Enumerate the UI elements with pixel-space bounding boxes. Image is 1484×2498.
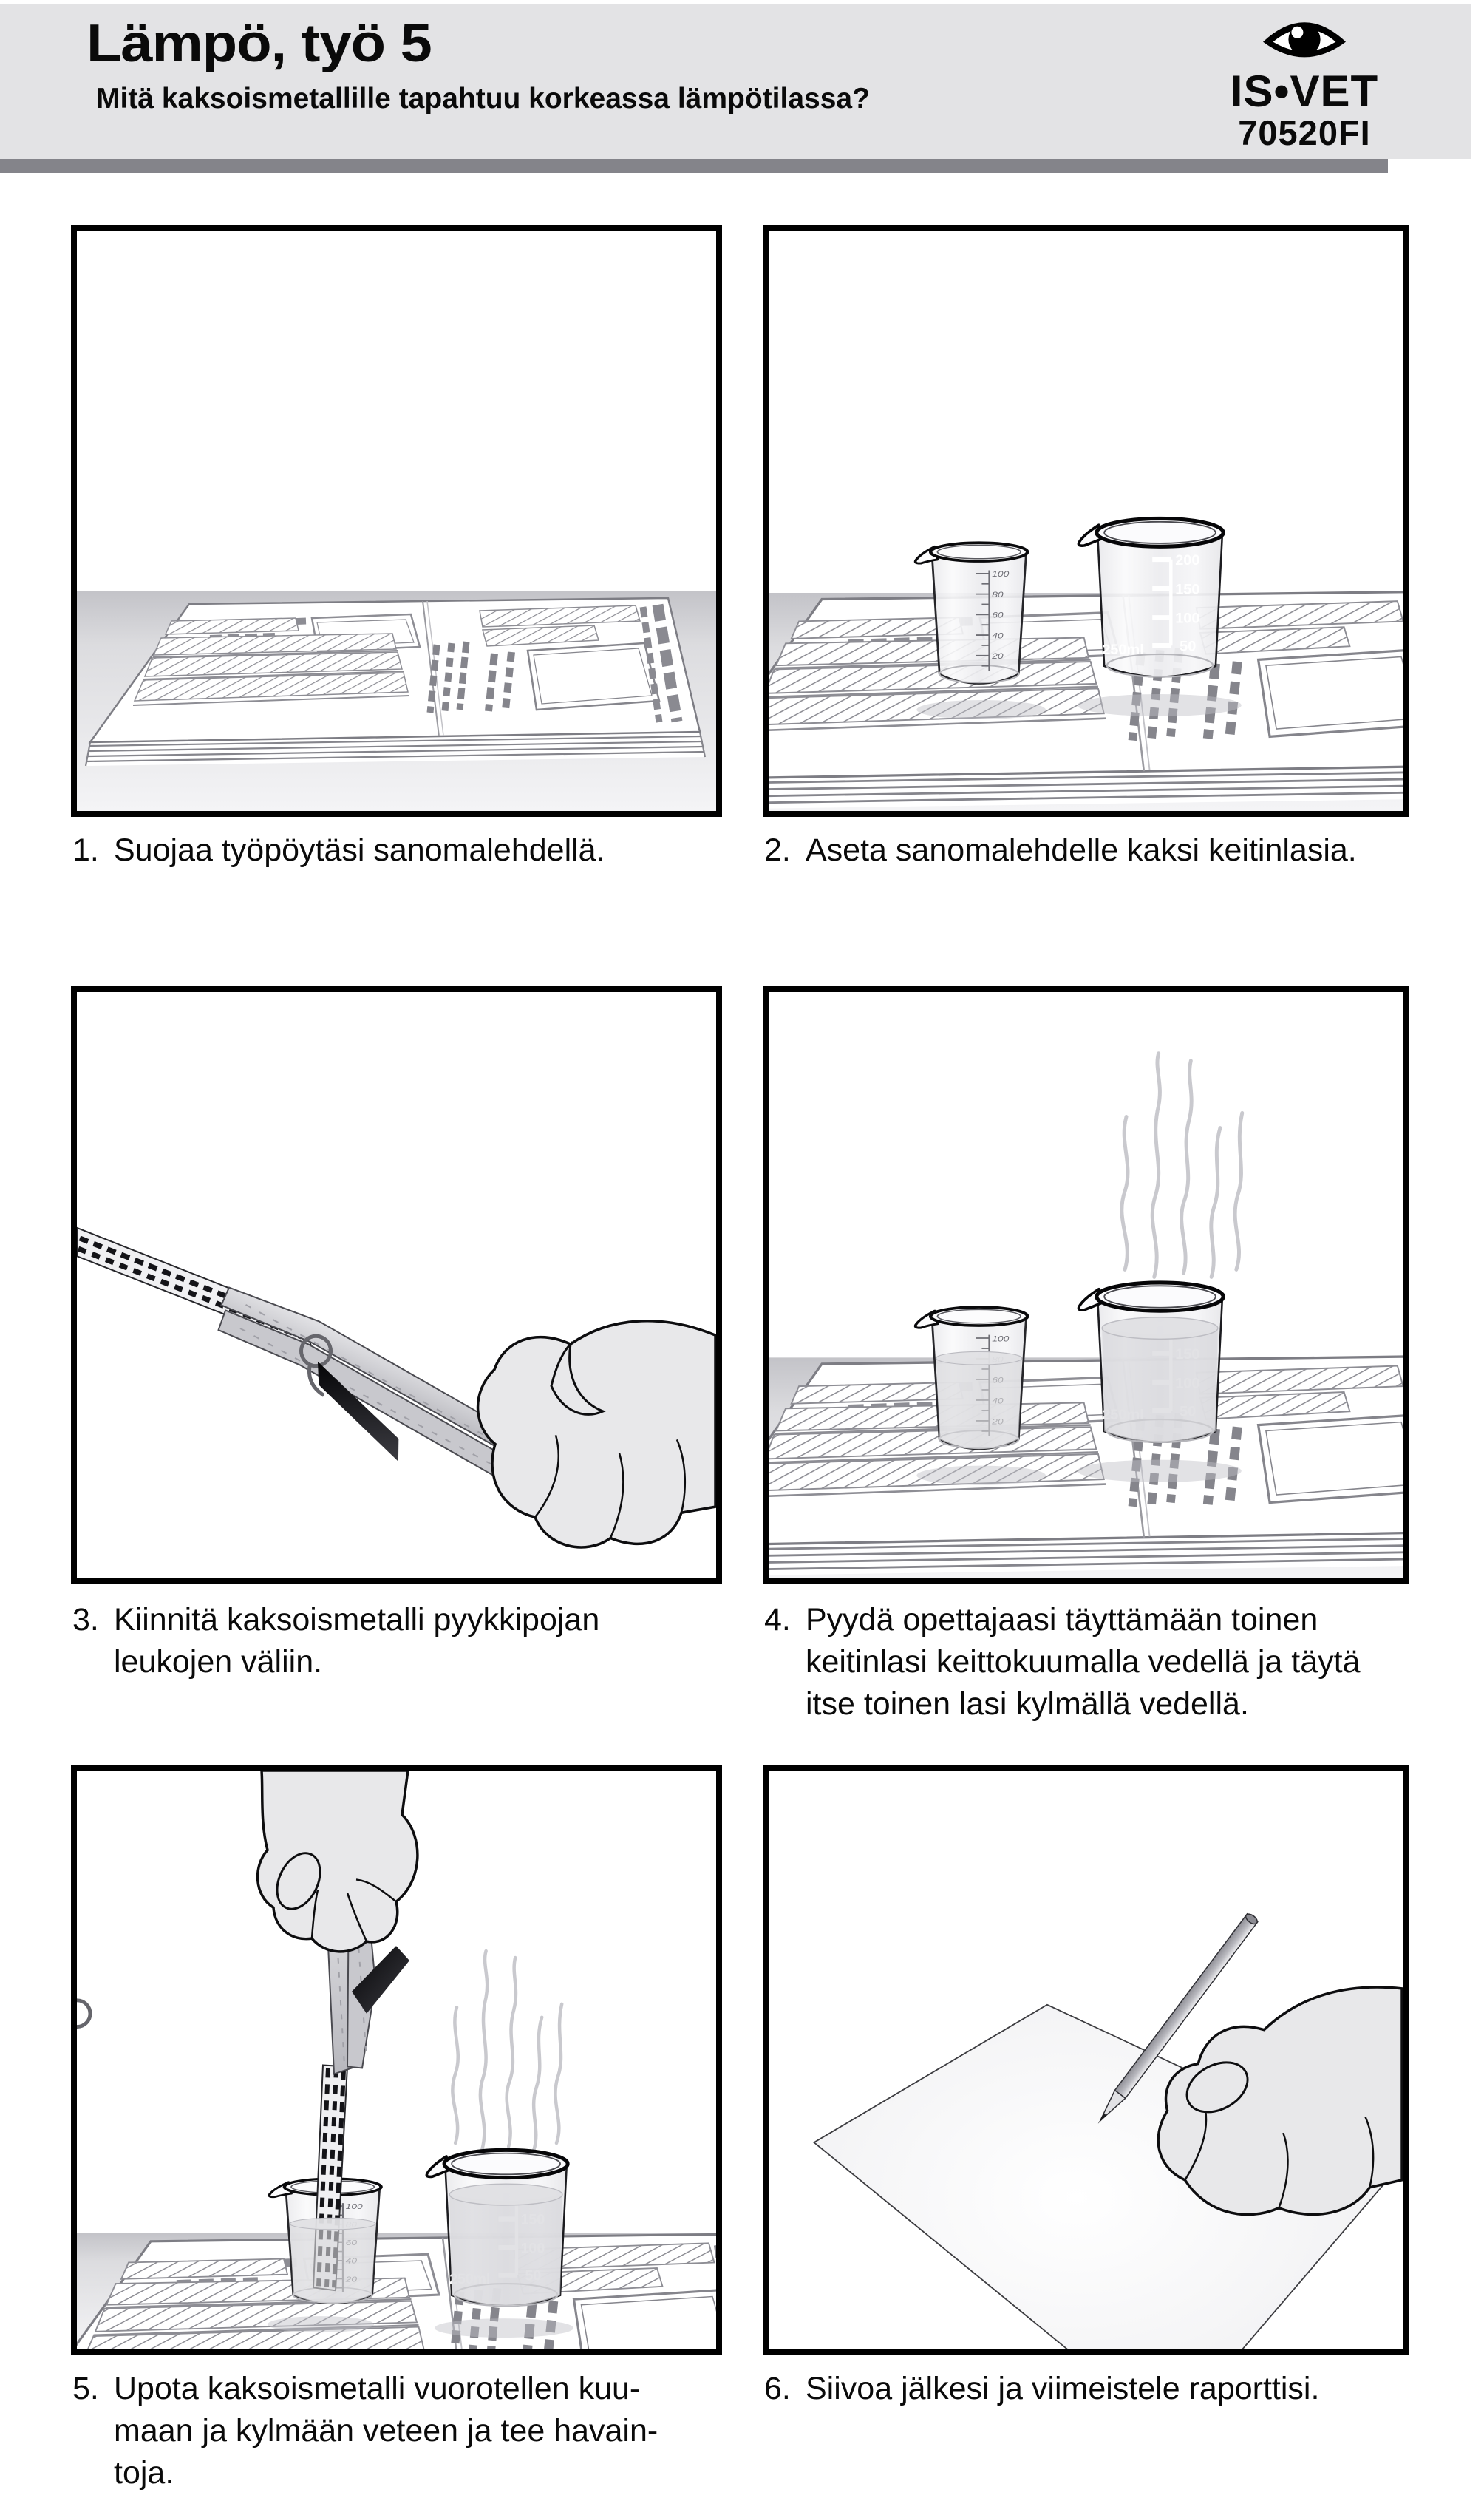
caption-line: keitinlasi keittokuumalla vedellä ja täytä: [806, 1644, 1361, 1680]
illustration-two-beakers: [769, 231, 1403, 811]
step-number: 2.: [764, 832, 791, 868]
step-caption-5: [72, 2368, 658, 2494]
step-number: 4.: [764, 1602, 791, 1637]
hand: [478, 1321, 715, 1547]
illustration-newspaper-on-desk: [77, 231, 716, 811]
caption-line: Pyydä opettajaasi täyttämään toinen: [806, 1602, 1318, 1637]
caption-line: toja.: [114, 2455, 174, 2491]
illustration-dipping-bimetal: [77, 1771, 716, 2349]
brand-wordmark: IS•VET: [1230, 67, 1379, 116]
illustration-clothespin-bimetal: [77, 992, 716, 1578]
steam: [1122, 1053, 1242, 1277]
step-caption-6: [764, 2368, 1319, 2410]
step-number: 5.: [72, 2371, 99, 2406]
caption-line: Siivoa jälkesi ja viimeistele raporttisi.: [806, 2371, 1320, 2406]
panel-step-5: [71, 1765, 722, 2355]
page-title: Lämpö, työ 5: [86, 14, 432, 73]
eye-icon: [1260, 10, 1349, 74]
panel-step-2: [763, 225, 1409, 817]
caption-line: Kiinnitä kaksoismetalli pyykkipojan: [114, 1602, 600, 1637]
steam: [452, 1951, 562, 2150]
step-caption-4: [764, 1599, 1361, 1725]
panel-step-6: [763, 1765, 1409, 2355]
step-caption-2: [764, 829, 1357, 872]
caption-line: Upota kaksoismetalli vuorotellen kuu-: [114, 2371, 641, 2406]
page-subtitle: Mitä kaksoismetallille tapahtuu korkeassa lämpötilassa?: [96, 83, 870, 115]
caption-line: Aseta sanomalehdelle kaksi keitinlasia.: [806, 832, 1357, 868]
caption-line: maan ja kylmään veteen ja tee havain-: [114, 2413, 658, 2448]
illustration-beakers-hot-cold: [769, 992, 1403, 1578]
caption-line: leukojen väliin.: [114, 1644, 323, 1680]
header-divider-bar: [0, 159, 1388, 173]
panel-step-3: [71, 986, 722, 1584]
step-caption-3: [72, 1599, 599, 1683]
panel-step-1: [71, 225, 722, 817]
step-number: 1.: [72, 832, 99, 868]
caption-line: itse toinen lasi kylmällä vedellä.: [806, 1686, 1249, 1722]
step-caption-1: [72, 829, 605, 872]
step-number: 6.: [764, 2371, 791, 2406]
hand: [258, 1771, 418, 1952]
step-number: 3.: [72, 1602, 99, 1637]
panel-step-4: [763, 986, 1409, 1584]
product-code: 70520FI: [1238, 113, 1371, 152]
caption-line: Suojaa työpöytäsi sanomalehdellä.: [114, 832, 605, 868]
illustration-writing-report: [769, 1771, 1403, 2349]
isvet-logo: [1205, 10, 1404, 152]
bimetal-strip: [77, 1228, 312, 1348]
